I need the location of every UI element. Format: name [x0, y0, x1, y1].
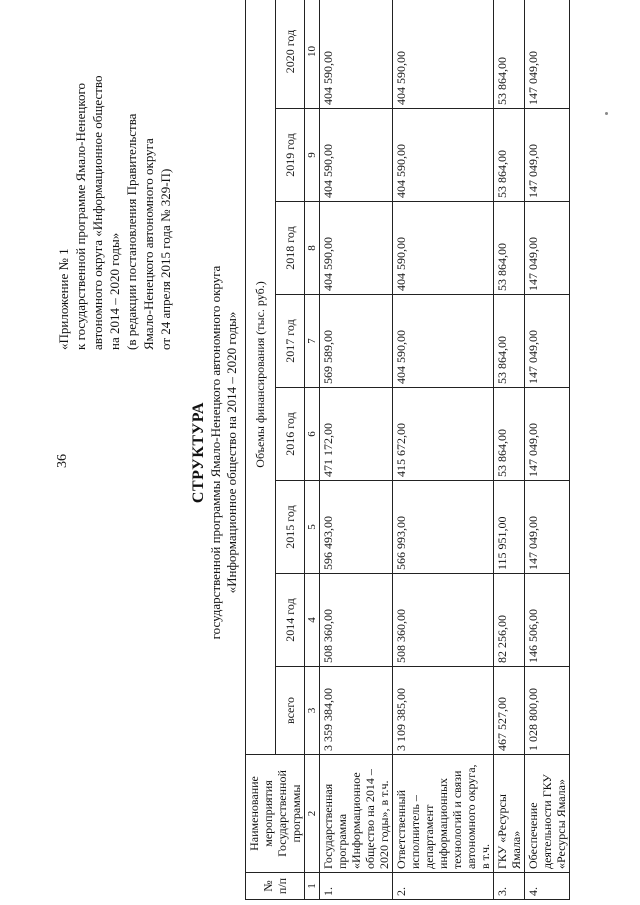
value-cell: 566 993,00 — [393, 481, 494, 574]
column-index: 4 — [305, 574, 320, 667]
column-index: 2 — [305, 755, 320, 873]
value-cell: 569 589,00 — [320, 295, 393, 388]
header-year: 2014 год — [275, 574, 305, 667]
value-cell: 147 049,00 — [525, 109, 570, 202]
table-row — [494, 0, 525, 900]
column-index: 3 — [305, 667, 320, 755]
row-name: Обеспечение деятельности ГКУ «Ресурсы Ямала» — [525, 755, 570, 873]
row-number: 2. — [393, 873, 494, 900]
value-cell: 53 864,00 — [494, 109, 525, 202]
scan-speck — [605, 112, 608, 115]
value-cell: 1 028 800,00 — [525, 667, 570, 755]
value-cell: 467 527,00 — [494, 667, 525, 755]
column-index: 5 — [305, 481, 320, 574]
value-cell: 53 864,00 — [494, 202, 525, 295]
column-index: 6 — [305, 388, 320, 481]
value-cell: 404 590,00 — [320, 109, 393, 202]
value-cell: 404 590,00 — [393, 0, 494, 109]
document-subtitle: «Информационное общество на 2014 – 2020 годы» — [224, 311, 239, 594]
header-number: № п/п — [246, 873, 305, 900]
value-cell: 471 172,00 — [320, 388, 393, 481]
value-cell: 404 590,00 — [393, 109, 494, 202]
appendix-line: автономного округа «Информационное общество — [90, 75, 105, 350]
table-row — [320, 0, 393, 900]
header-funding-group: Объемы финансирования (тыс. руб.) — [246, 0, 276, 755]
appendix-line: Ямало-Ненецкого автономного округа — [141, 138, 156, 350]
appendix-line: «Приложение № 1 — [56, 248, 71, 350]
table-row — [393, 0, 494, 900]
page-number: 36 — [55, 454, 70, 468]
structure-table — [245, 0, 570, 900]
column-index: 7 — [305, 295, 320, 388]
value-cell: 147 049,00 — [525, 388, 570, 481]
row-number: 4. — [525, 873, 570, 900]
value-cell: 53 864,00 — [494, 388, 525, 481]
column-index: 8 — [305, 202, 320, 295]
header-year: 2015 год — [275, 481, 305, 574]
value-cell: 53 864,00 — [494, 0, 525, 109]
header-name: Наименование мероприятия Государственной программы — [246, 755, 305, 873]
row-number: 3. — [494, 873, 525, 900]
value-cell: 147 049,00 — [525, 202, 570, 295]
value-cell: 508 360,00 — [320, 574, 393, 667]
appendix-line: (в редакции постановления Правительства — [124, 113, 139, 350]
value-cell: 147 049,00 — [525, 481, 570, 574]
value-cell: 508 360,00 — [393, 574, 494, 667]
appendix-line: к государственной программе Ямало-Ненецкого — [73, 82, 88, 350]
column-index: 1 — [305, 873, 320, 900]
column-index-row — [305, 0, 320, 900]
table-row — [525, 0, 570, 900]
appendix-line: от 24 апреля 2015 года № 329-П) — [158, 168, 173, 350]
column-index: 10 — [305, 0, 320, 109]
row-name: Государственная программа «Информационное общество на 2014 – 2020 годы», в т.ч. — [320, 755, 393, 873]
value-cell: 404 590,00 — [393, 295, 494, 388]
value-cell: 3 359 384,00 — [320, 667, 393, 755]
document-subtitle: государственной программы Ямало-Ненецкого автономного округа — [208, 265, 223, 640]
appendix-line: на 2014 – 2020 годы» — [107, 232, 122, 350]
row-name: Ответственный исполнитель – департамент информационных технологий и связи автономного округа, в т.ч. — [393, 755, 494, 873]
value-cell: 82 256,00 — [494, 574, 525, 667]
row-name: ГКУ «Ресурсы Ямала» — [494, 755, 525, 873]
value-cell: 147 049,00 — [525, 295, 570, 388]
row-number: 1. — [320, 873, 393, 900]
column-index: 9 — [305, 109, 320, 202]
value-cell: 3 109 385,00 — [393, 667, 494, 755]
value-cell: 415 672,00 — [393, 388, 494, 481]
document-title: СТРУКТУРА — [190, 401, 207, 504]
header-year: 2019 год — [275, 109, 305, 202]
header-year: 2020 год — [275, 0, 305, 109]
header-year: 2016 год — [275, 388, 305, 481]
value-cell: 146 506,00 — [525, 574, 570, 667]
value-cell: 596 493,00 — [320, 481, 393, 574]
value-cell: 53 864,00 — [494, 295, 525, 388]
value-cell: 404 590,00 — [320, 202, 393, 295]
header-total: всего — [275, 667, 305, 755]
header-year: 2018 год — [275, 202, 305, 295]
header-year: 2017 год — [275, 295, 305, 388]
appendix-note — [55, 20, 174, 350]
value-cell: 404 590,00 — [393, 202, 494, 295]
value-cell: 115 951,00 — [494, 481, 525, 574]
value-cell: 147 049,00 — [525, 0, 570, 109]
value-cell: 404 590,00 — [320, 0, 393, 109]
